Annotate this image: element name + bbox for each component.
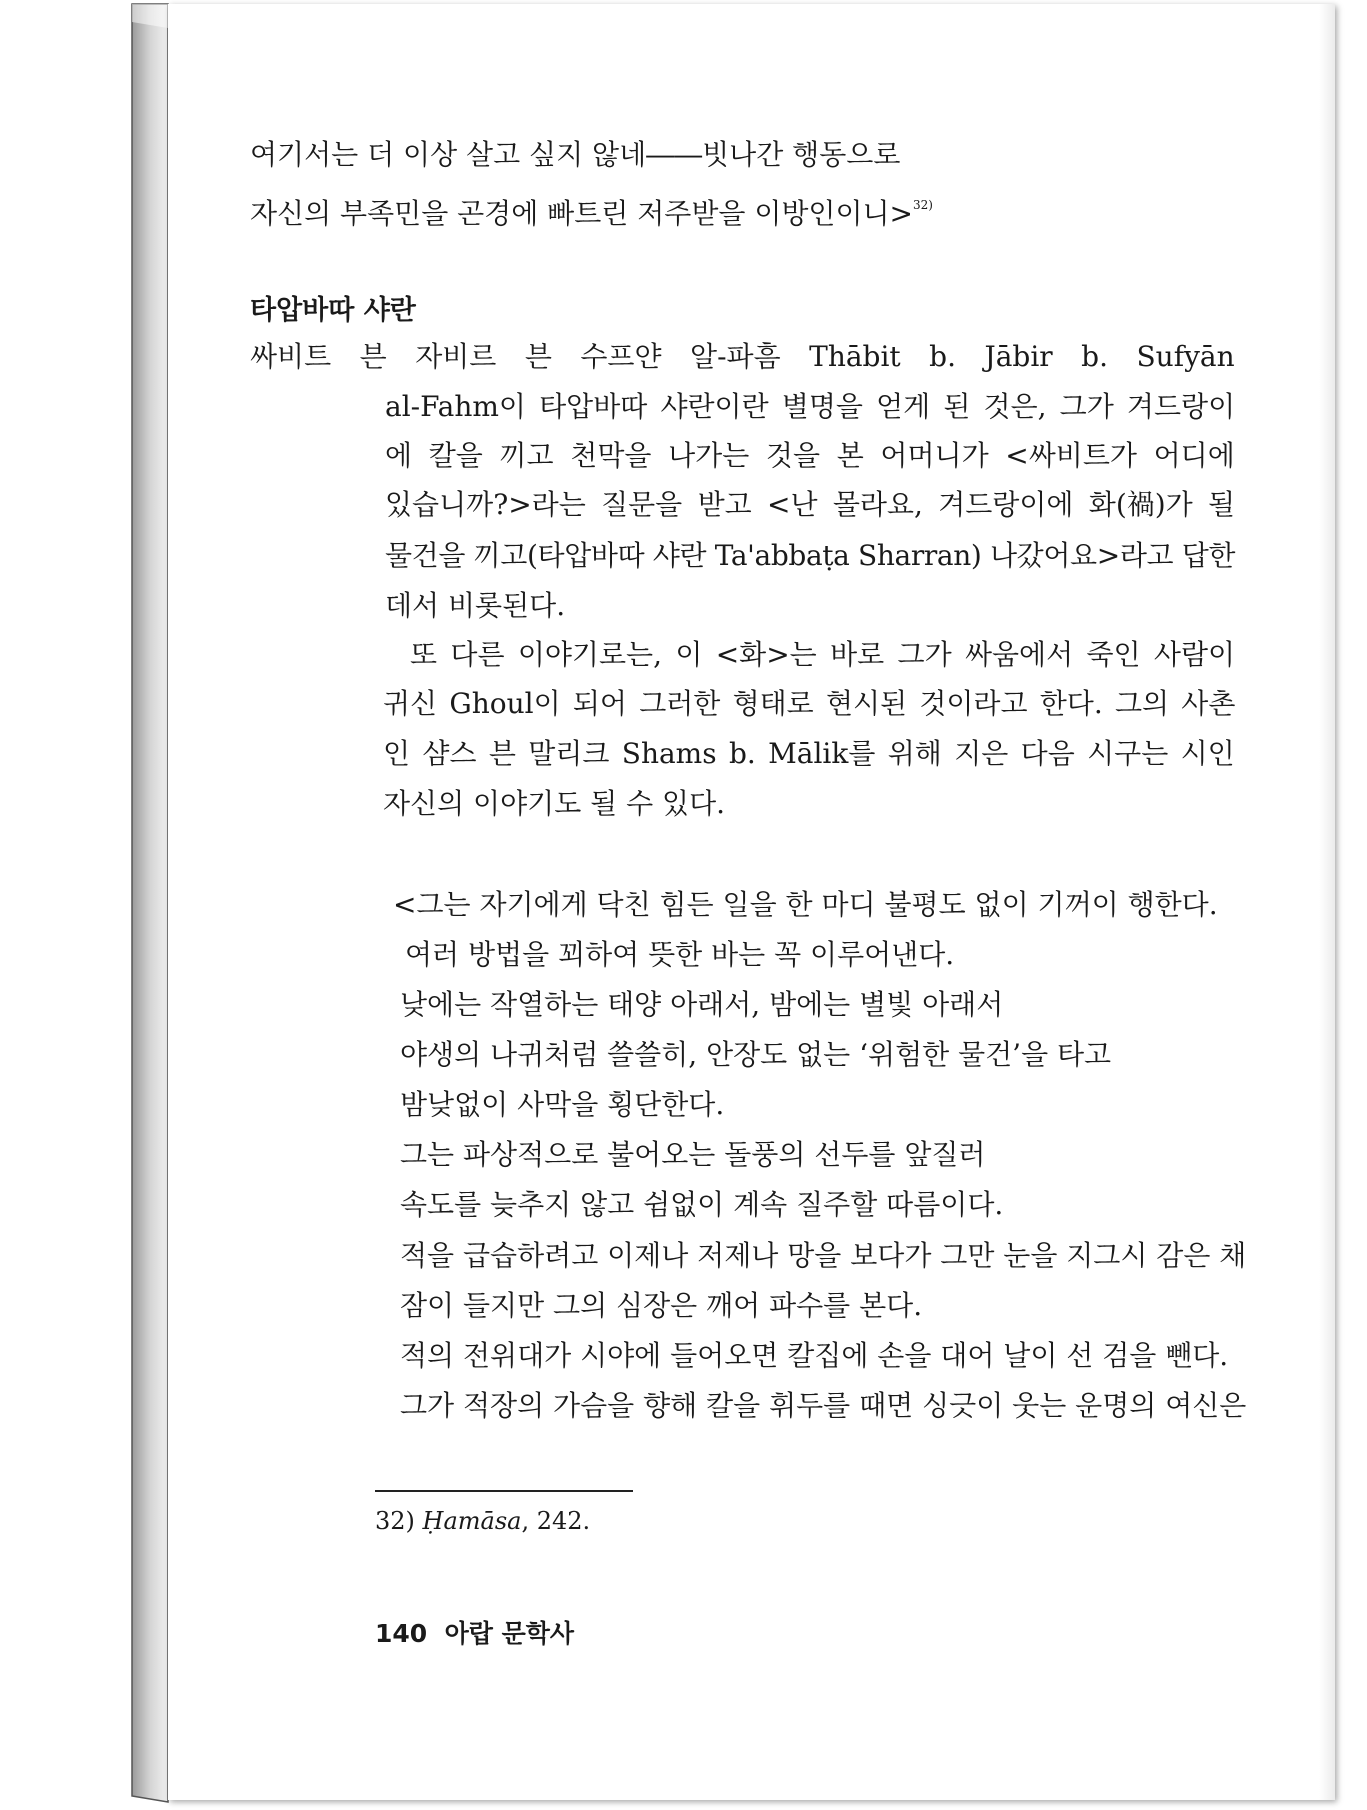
paragraph-2-line-1: 또 다른 이야기로는, 이 <화>는 바로 그가 싸움에서 죽인 사람이 [410, 638, 1236, 671]
poem-line-4: 야생의 나귀처럼 쓸쓸히, 안장도 없는 ‘위험한 물건’을 타고 [400, 1038, 1112, 1071]
paragraph-2-line-2: 귀신 Ghoul이 되어 그러한 형태로 현시된 것이라고 한다. 그의 사촌 [383, 687, 1236, 720]
footnote-source: Ḥamāsa [422, 1507, 522, 1535]
page-gutter-shade [1319, 4, 1335, 1800]
paragraph-1-line-3: 에 칼을 끼고 천막을 나가는 것을 본 어머니가 <싸비트가 어디에 [385, 439, 1235, 472]
poem-line-11: 그가 적장의 가슴을 향해 칼을 휘두를 때면 싱긋이 웃는 운명의 여신은 [400, 1389, 1247, 1422]
poem-line-1: <그는 자기에게 닥친 힘든 일을 한 마디 불평도 없이 기꺼이 행한다. [393, 888, 1218, 921]
poem-line-3: 낮에는 작열하는 태양 아래서, 밤에는 별빛 아래서 [400, 988, 1004, 1021]
footnote-reference: 32) [913, 198, 933, 212]
footnote-number: 32) [375, 1507, 415, 1535]
poem-line-6: 그는 파상적으로 불어오는 돌풍의 선두를 앞질러 [400, 1138, 986, 1171]
poem-line-9: 잠이 들지만 그의 심장은 깨어 파수를 본다. [400, 1289, 923, 1322]
poem-line-7: 속도를 늦추지 않고 쉼없이 계속 질주할 따름이다. [400, 1188, 1004, 1221]
paragraph-1-line-5: 물건을 끼고(타압바따 샤란 Ta'abbaṭa Sharran) 나갔어요>라고 답한 [385, 539, 1236, 572]
paragraph-1-line-4: 있습니까?>라는 질문을 받고 <난 몰라요, 겨드랑이에 화(禍)가 될 [385, 488, 1236, 521]
footnote-rule [375, 1490, 633, 1492]
poem-line-8: 적을 급습하려고 이제나 저제나 망을 보다가 그만 눈을 지그시 감은 채 [400, 1239, 1247, 1272]
page-number: 140 [375, 1619, 428, 1648]
poem-line-2: 여러 방법을 꾀하여 뜻한 바는 꼭 이루어낸다. [405, 938, 955, 971]
running-footer [375, 1614, 574, 1650]
poem-line-5: 밤낮없이 사막을 횡단한다. [400, 1088, 725, 1121]
epigraph-line-2-text: 자신의 부족민을 곤경에 빠트린 저주받을 이방인이니> [250, 197, 914, 230]
paragraph-1-line-1: 싸비트 븐 자비르 븐 수프얀 알-파흠 Thābit b. Jābir b. Sufyān [250, 340, 1235, 373]
poem-line-10: 적의 전위대가 시야에 들어오면 칼집에 손을 대어 날이 선 검을 뺀다. [400, 1339, 1229, 1372]
paragraph-2-line-3: 인 샴스 븐 말리크 Shams b. Mālik를 위해 지은 다음 시구는 시인 [383, 737, 1235, 770]
epigraph-line-2 [250, 185, 933, 234]
epigraph-line-1: 여기서는 더 이상 살고 싶지 않네――빗나간 행동으로 [250, 138, 901, 171]
paragraph-1-line-6: 데서 비롯된다. [385, 589, 566, 622]
section-heading: 타압바따 샤란 [250, 295, 416, 326]
footnote-page: , 242. [521, 1507, 591, 1535]
paragraph-2-line-4: 자신의 이야기도 될 수 있다. [383, 787, 726, 820]
footnote [375, 1503, 590, 1539]
book-title: 아랍 문학사 [444, 1619, 575, 1648]
paragraph-1-line-2: al-Fahm이 타압바따 샤란이란 별명을 얻게 된 것은, 그가 겨드랑이 [385, 390, 1236, 423]
